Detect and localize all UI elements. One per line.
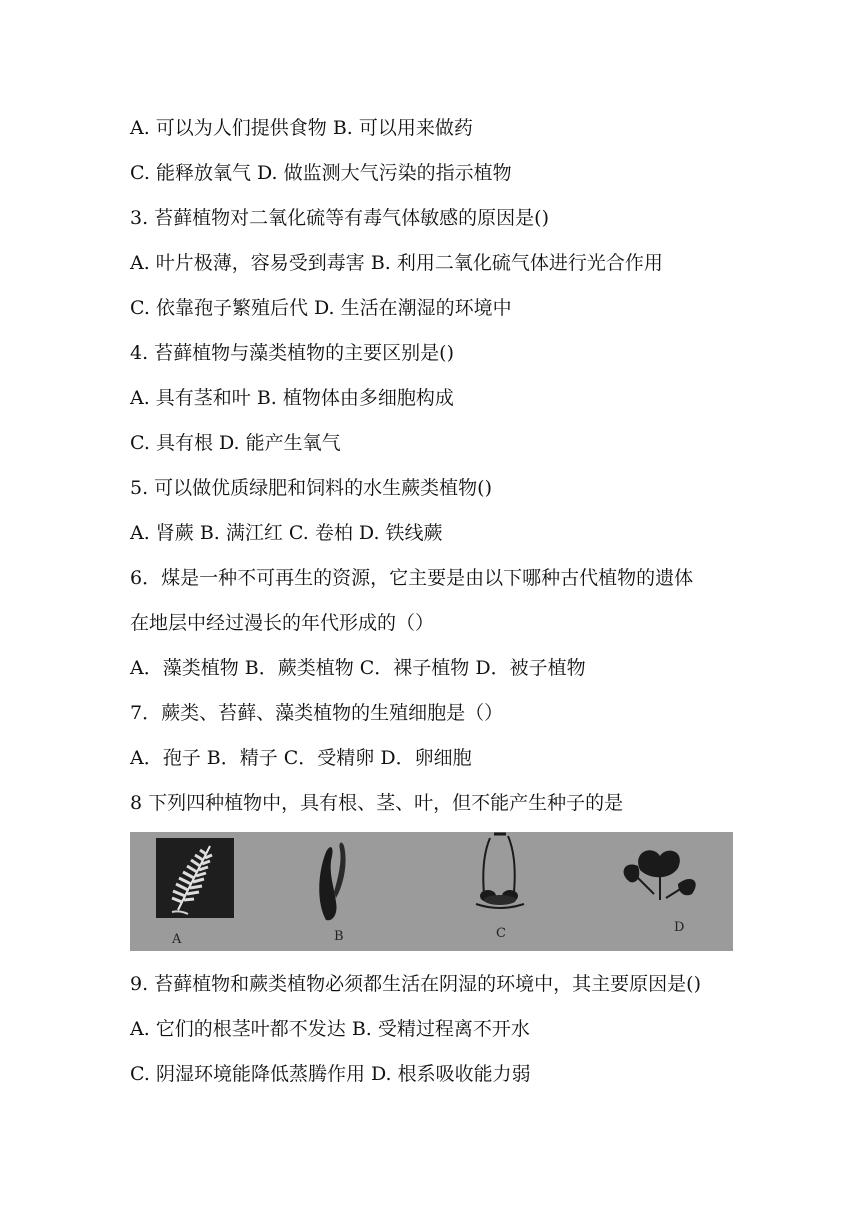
- q9-options-cd: C. 阴湿环境能降低蒸腾作用 D. 根系吸收能力弱: [130, 1063, 531, 1085]
- q3-question: 3. 苔藓植物对二氧化硫等有毒气体敏感的原因是(): [130, 207, 549, 229]
- figure-label-d: D: [674, 920, 685, 935]
- plant-figure-drawing: [130, 832, 733, 951]
- q9-options-ab: A. 它们的根茎叶都不发达 B. 受精过程离不开水: [130, 1018, 530, 1040]
- q5-options: A. 肾蕨 B. 满江红 C. 卷柏 D. 铁线蕨: [130, 522, 443, 544]
- figure-label-a: A: [172, 932, 182, 947]
- q5-question: 5. 可以做优质绿肥和饲料的水生蕨类植物(): [130, 477, 492, 499]
- q7-question: 7．蕨类、苔藓、藻类植物的生殖细胞是（）: [130, 702, 504, 724]
- plant-figure: [130, 832, 733, 951]
- q6-question-line1: 6．煤是一种不可再生的资源，它主要是由以下哪种古代植物的遗体: [130, 567, 694, 589]
- q9-question: 9. 苔藓植物和蕨类植物必须都生活在阴湿的环境中，其主要原因是(): [130, 973, 701, 995]
- q2-options-cd: C. 能释放氧气 D. 做监测大气污染的指示植物: [130, 162, 512, 184]
- figure-label-b: B: [334, 929, 344, 944]
- q4-question: 4. 苔藓植物与藻类植物的主要区别是(): [130, 342, 454, 364]
- q7-options: A．孢子 B．精子 C．受精卵 D．卵细胞: [130, 747, 472, 769]
- q4-options-cd: C. 具有根 D. 能产生氧气: [130, 432, 341, 454]
- fern-illustration: [156, 838, 234, 918]
- q6-options: A．藻类植物 B．蕨类植物 C．裸子植物 D．被子植物: [130, 657, 586, 679]
- q6-question-line2: 在地层中经过漫长的年代形成的（）: [130, 612, 435, 634]
- figure-label-c: C: [496, 926, 506, 941]
- q2-options-ab: A. 可以为人们提供食物 B. 可以用来做药: [130, 117, 473, 139]
- q3-options-cd: C. 依靠孢子繁殖后代 D. 生活在潮湿的环境中: [130, 297, 512, 319]
- q3-options-ab: A. 叶片极薄，容易受到毒害 B. 利用二氧化硫气体进行光合作用: [130, 252, 663, 274]
- q4-options-ab: A. 具有茎和叶 B. 植物体由多细胞构成: [130, 387, 454, 409]
- q8-question: 8 下列四种植物中，具有根、茎、叶，但不能产生种子的是: [130, 792, 624, 814]
